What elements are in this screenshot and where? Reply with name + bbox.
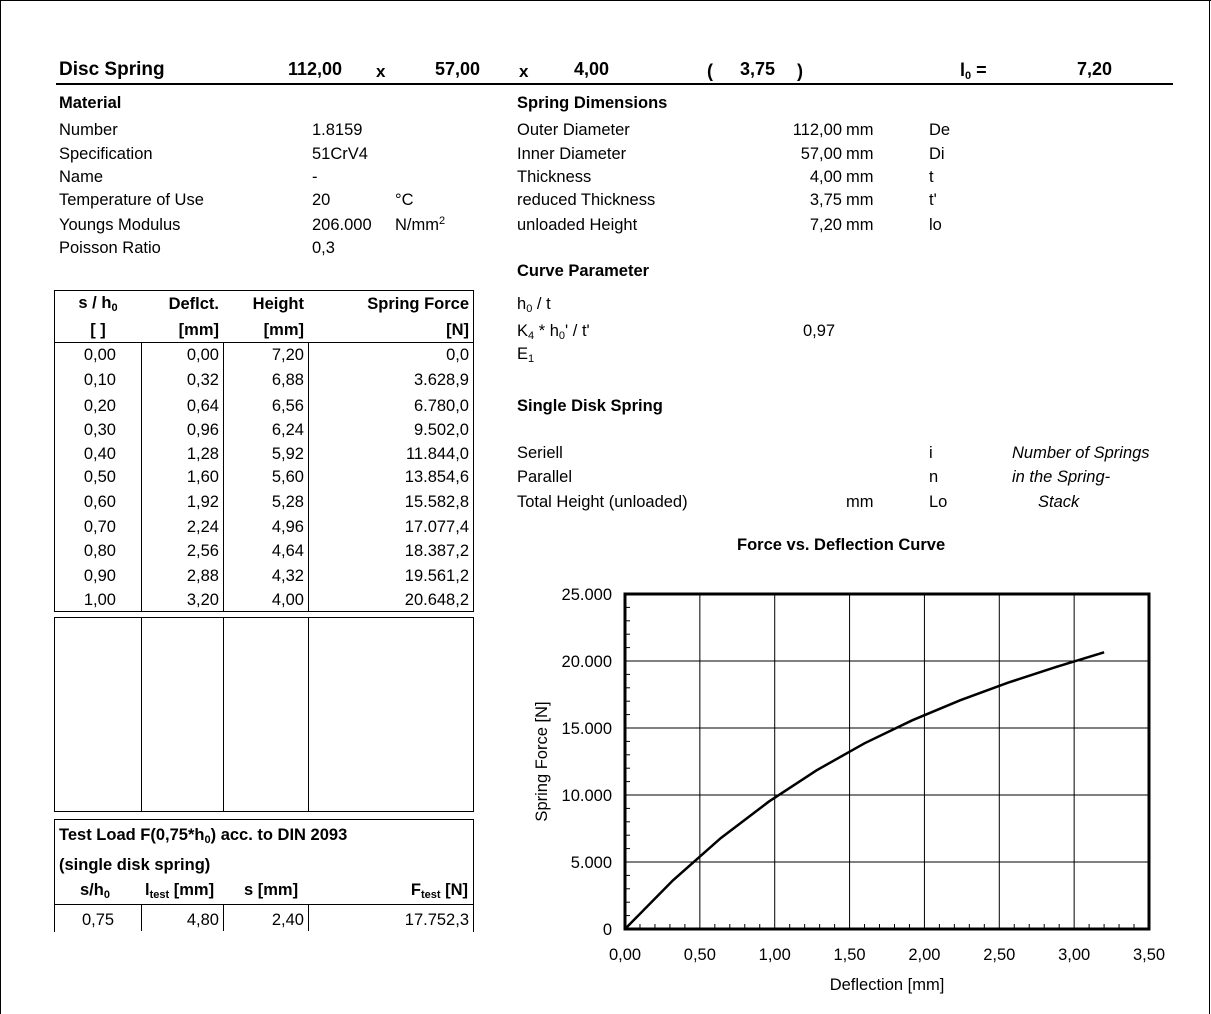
dimensions-heading: Spring Dimensions xyxy=(517,94,668,112)
material-value: 206.000 xyxy=(312,216,372,234)
dimension-unit: mm xyxy=(846,121,874,139)
x-tick-label: 2,00 xyxy=(908,946,941,964)
x-tick-label: 0,00 xyxy=(608,946,642,964)
col-header-s-h0: s / $h_0$ xyxy=(78,294,118,314)
cell-deflection: 0,32 xyxy=(186,371,219,389)
cell-height: 6,56 xyxy=(271,397,304,415)
single-disk-symbol: Lo xyxy=(929,493,948,511)
x-tick-label: 1,00 xyxy=(758,946,791,964)
test-load-subtitle: (single disk spring) xyxy=(59,856,211,874)
header-x-1: x xyxy=(376,62,386,81)
cell-deflection: 2,56 xyxy=(186,542,219,560)
col-header-spring-force: Spring Force xyxy=(367,295,469,313)
force-deflection-chart xyxy=(510,575,1210,995)
page-frame-top xyxy=(0,0,1211,1)
cell-s-h0: 0,20 xyxy=(83,397,116,415)
cell-deflection: 1,28 xyxy=(186,445,219,463)
header-x-2: x xyxy=(519,62,529,81)
cell-spring-force: 19.561,2 xyxy=(404,567,469,585)
x-tick-label: 3,50 xyxy=(1132,946,1166,964)
dimension-symbol: lo xyxy=(929,216,942,234)
y-tick-label: 25.000 xyxy=(561,586,612,604)
single-disk-symbol: n xyxy=(929,468,939,486)
test-value-s-h0: 0,75 xyxy=(81,911,115,929)
cell-deflection: 3,20 xyxy=(186,591,219,609)
material-label: Name xyxy=(59,168,104,186)
single-disk-label: Parallel xyxy=(517,468,573,486)
cell-deflection: 1,60 xyxy=(186,468,219,486)
cell-height: 6,88 xyxy=(271,371,304,389)
cell-height: 6,24 xyxy=(271,421,304,439)
material-value: 51CrV4 xyxy=(312,145,368,163)
test-col-ftest: $F_{test}$ [N] xyxy=(410,881,468,901)
y-tick-label: 10.000 xyxy=(561,787,612,805)
single-disk-symbol: i xyxy=(929,444,933,462)
single-disk-unit: mm xyxy=(846,493,874,511)
cell-deflection: 0,00 xyxy=(186,346,219,364)
cell-height: 5,28 xyxy=(271,493,304,511)
material-heading: Material xyxy=(59,94,122,112)
col-header-height: Height xyxy=(252,295,304,313)
header-inner-diameter: 57,00 xyxy=(434,59,480,79)
cell-height: 4,00 xyxy=(271,591,304,609)
stack-note-line: Stack xyxy=(1038,493,1080,511)
col-header-height-unit: [mm] xyxy=(263,321,304,339)
header-outer-diameter: 112,00 xyxy=(287,59,342,79)
curve-param-h0-t: $h_0$ / t xyxy=(517,295,551,315)
material-unit: $N/mm^2$ xyxy=(395,215,446,234)
cell-height: 4,32 xyxy=(271,567,304,585)
test-value-ftest: 17.752,3 xyxy=(404,911,469,929)
cell-s-h0: 0,40 xyxy=(83,445,116,463)
cell-deflection: 0,96 xyxy=(186,421,219,439)
empty-col-divider xyxy=(141,618,142,811)
cell-height: 4,64 xyxy=(271,542,304,560)
header-lo-label: $l_0$ = xyxy=(960,60,987,82)
dimension-value: 7,20 xyxy=(809,216,842,234)
chart-plot-frame xyxy=(625,594,1149,929)
y-axis-label: Spring Force [N] xyxy=(533,701,551,822)
cell-s-h0: 0,50 xyxy=(83,468,116,486)
curve-parameter-heading: Curve Parameter xyxy=(517,262,650,280)
y-tick-label: 15.000 xyxy=(561,720,612,738)
col-header-deflection-unit: [mm] xyxy=(178,321,219,339)
test-value-s: 2,40 xyxy=(271,911,304,929)
y-tick-label: 5.000 xyxy=(570,854,612,872)
dimension-unit: mm xyxy=(846,216,874,234)
cell-s-h0: 0,00 xyxy=(83,346,116,364)
single-disk-heading: Single Disk Spring xyxy=(517,397,663,415)
test-load-divider xyxy=(54,904,474,905)
cell-spring-force: 13.854,6 xyxy=(404,468,469,486)
test-col-s: s [mm] xyxy=(244,881,299,899)
header-lo-value: 7,20 xyxy=(1076,59,1112,79)
cell-spring-force: 6.780,0 xyxy=(413,397,469,415)
material-label: Youngs Modulus xyxy=(59,216,181,234)
single-disk-label: Seriell xyxy=(517,444,563,462)
stack-note-line: in the Spring- xyxy=(1012,468,1111,486)
cell-s-h0: 0,80 xyxy=(83,542,116,560)
dimension-value: 3,75 xyxy=(809,191,842,209)
results-table-header-divider xyxy=(54,342,474,343)
dimension-unit: mm xyxy=(846,191,874,209)
cell-height: 5,60 xyxy=(271,468,304,486)
cell-height: 4,96 xyxy=(271,518,304,536)
cell-spring-force: 17.077,4 xyxy=(404,518,469,536)
header-underline xyxy=(56,83,1173,85)
cell-s-h0: 0,90 xyxy=(83,567,116,585)
material-value: 0,3 xyxy=(312,239,335,257)
cell-spring-force: 3.628,9 xyxy=(413,371,469,389)
page-frame-left xyxy=(0,0,1,1014)
empty-table-frame xyxy=(54,617,474,812)
x-tick-label: 0,50 xyxy=(683,946,716,964)
cell-s-h0: 0,30 xyxy=(83,421,116,439)
col-header-deflection: Deflct. xyxy=(168,295,219,313)
series-line-spring-force xyxy=(625,652,1104,929)
material-label: Poisson Ratio xyxy=(59,239,161,257)
dimension-label: Inner Diameter xyxy=(517,145,627,163)
x-tick-label: 3,00 xyxy=(1058,946,1091,964)
material-label: Temperature of Use xyxy=(59,191,204,209)
material-value: 20 xyxy=(312,191,331,209)
test-load-title: Test Load $F(0,75*h_0)$ acc. to DIN 2093 xyxy=(59,826,348,846)
col-header-spring-force-unit: [N] xyxy=(446,321,469,339)
y-tick-label: 20.000 xyxy=(561,653,612,671)
cell-height: 7,20 xyxy=(271,346,304,364)
y-tick-label: 0 xyxy=(602,921,612,939)
dimension-label: Thickness xyxy=(517,168,592,186)
cell-deflection: 1,92 xyxy=(186,493,219,511)
cell-spring-force: 9.502,0 xyxy=(413,421,469,439)
x-tick-label: 1,50 xyxy=(833,946,866,964)
cell-deflection: 2,88 xyxy=(186,567,219,585)
x-tick-label: 2,50 xyxy=(983,946,1016,964)
curve-param-k4-value: 0,97 xyxy=(803,322,836,340)
cell-s-h0: 0,70 xyxy=(83,518,116,536)
material-value: - xyxy=(312,168,318,186)
test-value-ltest: 4,80 xyxy=(186,911,219,929)
material-value: 1.8159 xyxy=(312,121,363,139)
dimension-label: unloaded Height xyxy=(517,216,638,234)
cell-s-h0: 0,10 xyxy=(83,371,116,389)
material-unit: °C xyxy=(395,191,414,209)
dimension-value: 57,00 xyxy=(800,145,842,163)
cell-spring-force: 15.582,8 xyxy=(404,493,469,511)
header-thickness: 4,00 xyxy=(574,59,610,79)
dimension-value: 4,00 xyxy=(809,168,842,186)
cell-deflection: 0,64 xyxy=(186,397,219,415)
stack-note-line: Number of Springs xyxy=(1012,444,1150,462)
dimension-label: reduced Thickness xyxy=(517,191,656,209)
empty-col-divider xyxy=(223,618,224,811)
curve-param-e1: $E_1$ xyxy=(517,345,535,365)
material-label: Number xyxy=(59,121,118,139)
cell-spring-force: 11.844,0 xyxy=(405,445,469,463)
single-disk-label: Total Height (unloaded) xyxy=(517,493,688,511)
header-paren-open: ( xyxy=(707,61,713,81)
chart-grid xyxy=(625,594,1149,929)
empty-col-divider xyxy=(308,618,309,811)
test-col-ltest: $l_{test}$ [mm] xyxy=(145,881,215,901)
dimension-unit: mm xyxy=(846,145,874,163)
cell-s-h0: 1,00 xyxy=(83,591,116,609)
header-reduced-thickness: 3,75 xyxy=(740,59,776,79)
dimension-label: Outer Diameter xyxy=(517,121,630,139)
dimension-symbol: Di xyxy=(929,145,945,163)
curve-param-k4: $K_4 * h_0'$ / t' xyxy=(517,322,590,342)
cell-deflection: 2,24 xyxy=(186,518,219,536)
dimension-unit: mm xyxy=(846,168,874,186)
dimension-symbol: t xyxy=(929,168,934,186)
header-paren-close: ) xyxy=(797,61,803,81)
x-axis-label: Deflection [mm] xyxy=(829,976,945,994)
dimension-symbol: De xyxy=(929,121,951,139)
material-label: Specification xyxy=(59,145,153,163)
cell-spring-force: 20.648,2 xyxy=(404,591,469,609)
cell-spring-force: 18.387,2 xyxy=(404,542,469,560)
col-header-s-h0-unit: [ ] xyxy=(90,321,106,339)
cell-s-h0: 0,60 xyxy=(83,493,116,511)
dimension-symbol: t' xyxy=(929,191,937,209)
cell-spring-force: 0,0 xyxy=(446,346,469,364)
chart-title: Force vs. Deflection Curve xyxy=(737,536,946,554)
cell-height: 5,92 xyxy=(271,445,304,463)
sheet-title: Disc Spring xyxy=(59,59,165,80)
dimension-value: 112,00 xyxy=(792,121,842,139)
test-col-s-h0: $s/h_0$ xyxy=(80,881,110,901)
